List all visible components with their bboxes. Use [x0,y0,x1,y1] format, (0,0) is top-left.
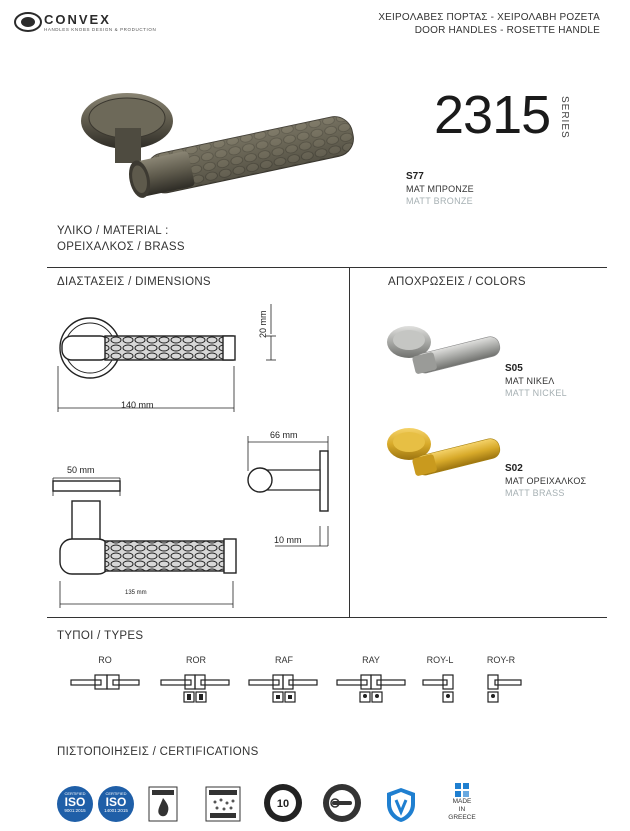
iso-main: ISO [105,795,127,809]
iso-num: 9001:2015 [64,808,86,813]
brand-tagline: HANDLES KNOBS DESIGN & PRODUCTION [44,27,157,32]
brand-name: CONVEX [44,12,111,27]
cycles-test-icon [322,783,362,823]
types-title: ΤΥΠΟΙ / TYPES [57,630,144,642]
color-name-greek: ΜΑΤ ΟΡΕΙΧΑΛΚΟΣ [505,476,587,486]
color-name-greek: ΜΑΤ ΝΙΚΕΛ [505,376,555,386]
divider-vertical [349,267,350,617]
dim-10: 10 mm [274,535,302,545]
colors-title: ΑΠΟΧΡΩΣΕΙΣ / COLORS [388,276,526,288]
iso-9001-badge [57,786,93,822]
handle-photo-nickel [385,318,505,390]
series-number: 2315 [434,85,551,145]
corrosion-test-icon [205,786,241,822]
color-item-brass [505,463,586,498]
svg-text:10: 10 [276,798,290,810]
logo-mark-icon [14,10,42,34]
made-in-line-2: IN [458,806,466,813]
product-photo-bronze [75,88,370,203]
iso-main: ISO [64,795,86,809]
finish-name-english: MATT BRONZE [406,196,473,206]
dimensions-title: ΔΙΑΣΤΑΣΕΙΣ / DIMENSIONS [57,276,211,288]
finish-code: S77 [406,171,424,182]
iso-14001-badge [98,786,134,822]
material-value: ΟΡΕΙΧΑΛΚΟΣ / BRASS [57,241,185,253]
header-line-greek: ΧΕΙΡΟΛΑΒΕΣ ΠΟΡΤΑΣ - ΧΕΙΡΟΛΑΒΗ ΡΟΖΕΤΑ [378,12,600,23]
dimensions-drawing [50,296,340,611]
type-label-ror: ROR [186,655,206,665]
finish-name-greek: ΜΑΤ ΜΠΡΟΝΖΕ [406,184,474,194]
certifications-title: ΠΙΣΤΟΠΟΙΗΣΕΙΣ / CERTIFICATIONS [57,746,259,758]
iso-top: CERTIFIED [105,791,127,796]
made-in-line-1: MADE [452,798,472,805]
antibacterial-shield-icon [384,786,418,824]
fire-test-icon [148,786,178,822]
divider-top [47,267,607,268]
divider-bottom [47,617,607,618]
color-item-nickel [505,363,567,398]
dim-50: 50 mm [67,465,95,475]
type-label-ro: RO [98,655,112,665]
header-line-english: DOOR HANDLES - ROSETTE HANDLE [414,25,600,36]
page-header [378,11,600,37]
brand-logo [14,10,164,36]
warranty-10-icon [263,783,303,823]
dim-66: 66 mm [270,430,298,440]
dim-20-wrap [258,304,270,338]
color-code: S02 [505,463,523,474]
material-label: ΥΛΙΚΟ / MATERIAL : [57,225,169,237]
type-label-roy-l: ROY-L [426,655,454,665]
series-label [556,96,570,140]
color-name-english: MATT BRASS [505,488,565,498]
dim-20: 20 mm [258,310,268,338]
greece-flag-icon [455,783,469,797]
type-label-ray: RAY [362,655,380,665]
handle-photo-brass [385,420,505,492]
types-icons [65,670,535,710]
iso-top: CERTIFIED [64,791,86,796]
color-name-english: MATT NICKEL [505,388,567,398]
made-in-line-3: GREECE [448,814,476,821]
type-label-raf: RAF [275,655,293,665]
main-finish [406,171,474,206]
color-code: S05 [505,363,523,374]
type-label-roy-r: ROY-R [486,655,516,665]
made-in-greece [440,798,484,822]
series-word: SERIES [559,96,570,139]
dim-135: 135 mm [125,590,147,596]
dim-140: 140 mm [121,400,154,410]
iso-num: 14001:2015 [104,808,128,813]
